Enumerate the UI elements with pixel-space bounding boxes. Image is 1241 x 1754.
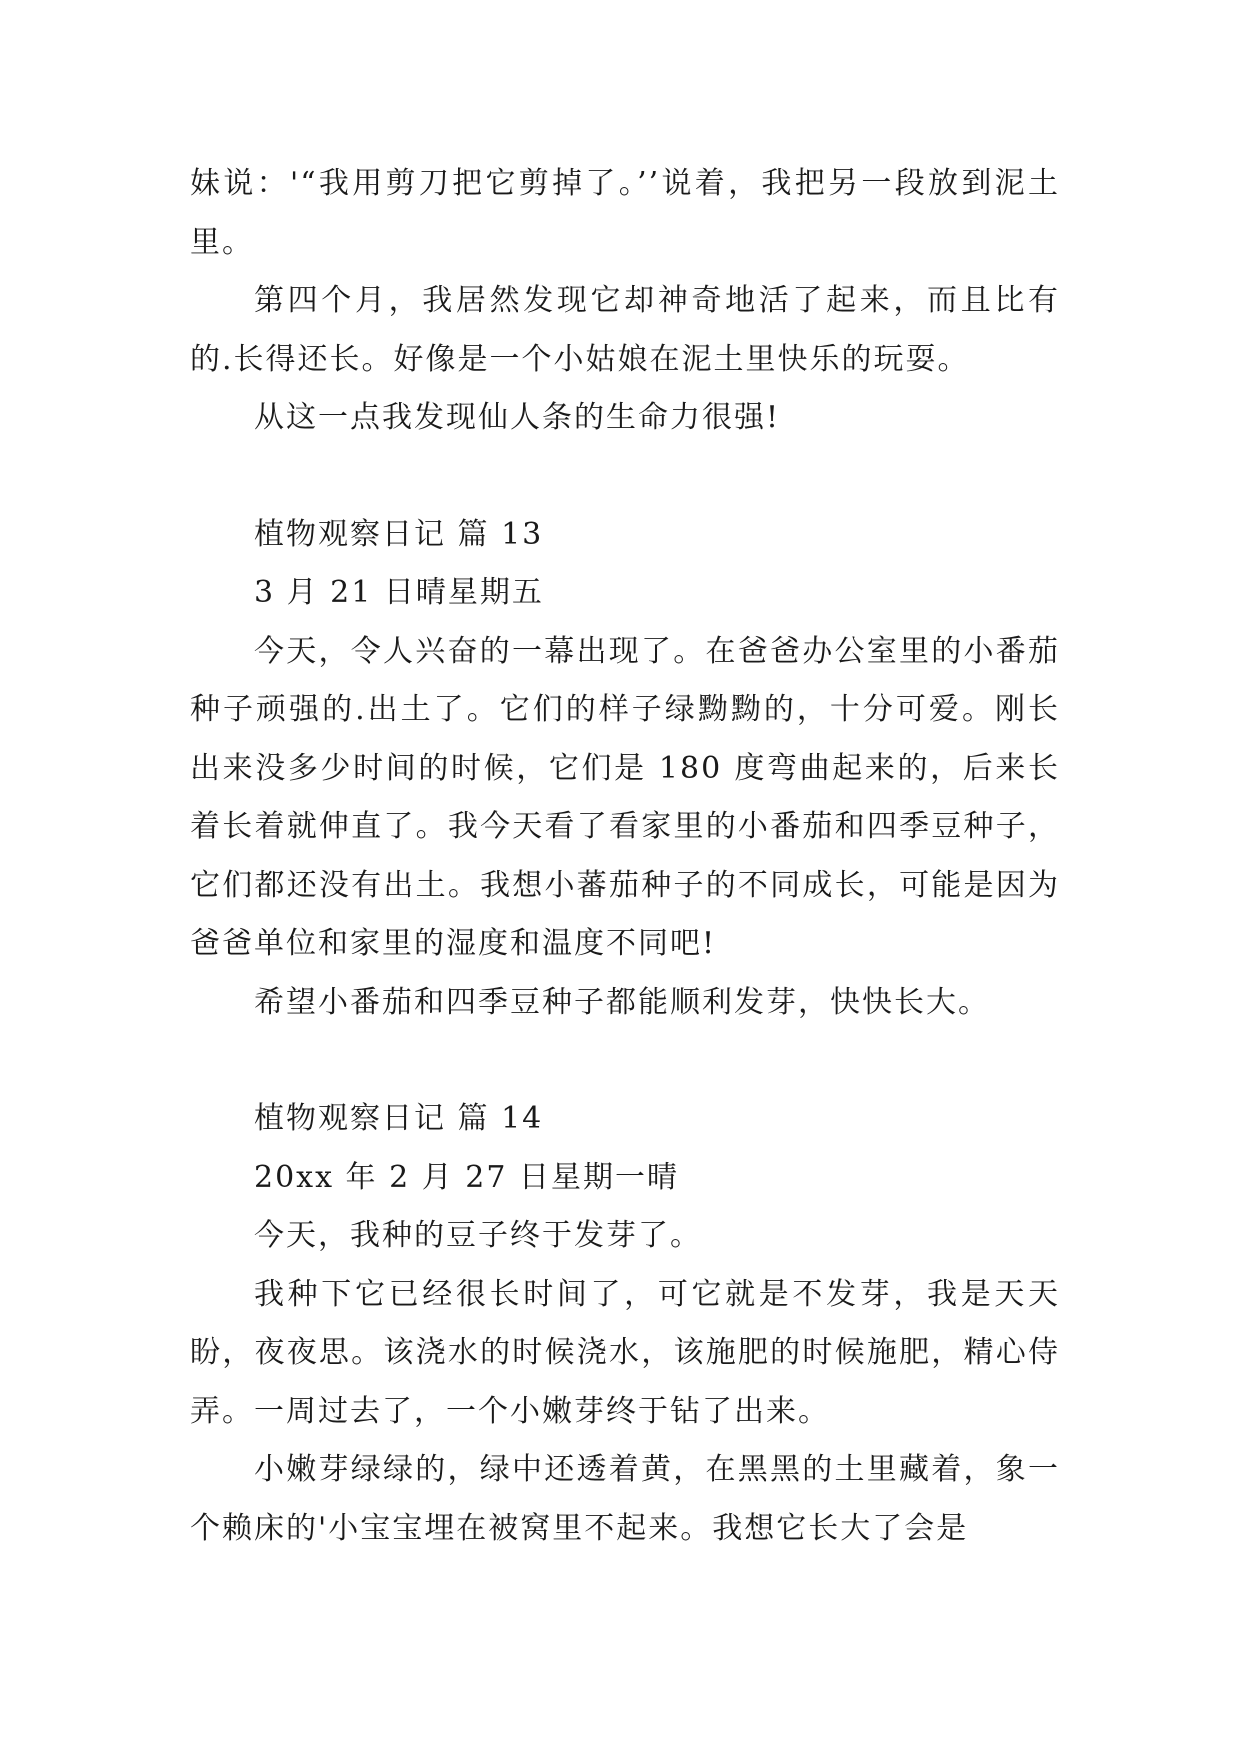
entry-14-paragraph: 我种下它已经很长时间了，可它就是不发芽，我是天天盼，夜夜思。该浇水的时候浇水，该施肥的时候施肥，精心侍弄。一周过去了，一个小嫩芽终于钻了出来。 — [190, 1276, 1060, 1429]
entry-14-date: 20xx 年 2 月 27 日星期一晴 — [254, 1159, 679, 1195]
entry-13-paragraph: 希望小番茄和四季豆种子都能顺利发芽，快快长大。 — [254, 984, 990, 1020]
entry-14-paragraph: 今天，我种的豆子终于发芽了。 — [254, 1218, 702, 1253]
entry-13-date: 3 月 21 日晴星期五 — [254, 575, 544, 610]
continuation-paragraph: 妹说：'“我用剪刀把它剪掉了。’’说着，我把另一段放到泥土里。 — [190, 166, 1060, 260]
entry-14-title: 植物观察日记 篇 14 — [254, 1101, 544, 1136]
entry-13-title: 植物观察日记 篇 13 — [254, 516, 544, 552]
document-body — [190, 155, 1060, 1558]
entry-13-paragraph: 今天，令人兴奋的一幕出现了。在爸爸办公室里的小番茄种子顽强的.出土了。它们的样子绿黝黝的，十分可爱。刚长出来没多少时间的时候，它们是 180 度弯曲起来的，后来长着长着就伸直了。我今天看了看家里的小番茄和四季豆种子，它们都还没有出土。我想小蕃茄种子的不同成长，可能是因为爸爸单位和家里的湿度和温度不同吧! — [190, 633, 1060, 961]
continuation-paragraph: 从这一点我发现仙人条的生命力很强! — [254, 400, 781, 435]
continuation-paragraph: 第四个月，我居然发现它却神奇地活了起来，而且比有的.长得还长。好像是一个小姑娘在泥土里快乐的玩耍。 — [190, 283, 1060, 377]
entry-14-paragraph: 小嫩芽绿绿的，绿中还透着黄，在黑黑的土里藏着，象一个赖床的'小宝宝埋在被窝里不起来。我想它长大了会是 — [190, 1452, 1060, 1546]
